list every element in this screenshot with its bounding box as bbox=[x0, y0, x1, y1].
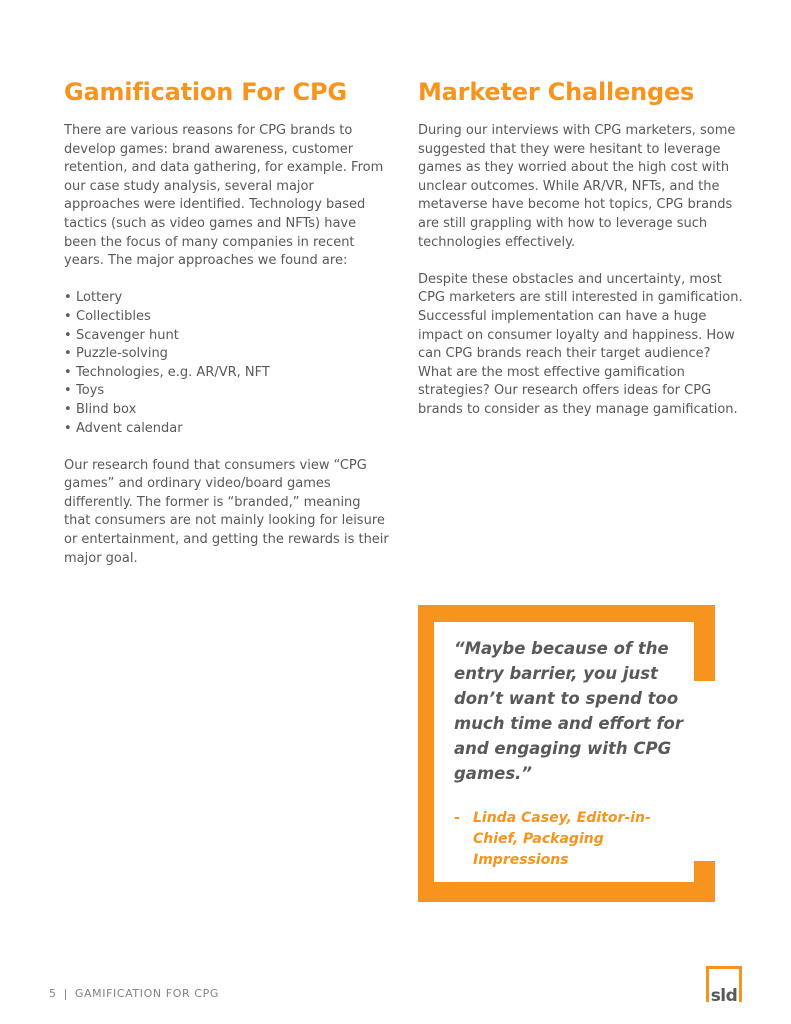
list-item: • Puzzle-solving bbox=[64, 345, 389, 364]
right-column bbox=[418, 122, 743, 438]
approaches-list bbox=[64, 289, 389, 438]
logo-text: sld bbox=[710, 986, 738, 1006]
section-heading-gamification: Gamification For CPG bbox=[64, 78, 347, 106]
page-footer bbox=[49, 987, 219, 1000]
section-heading-marketer-challenges: Marketer Challenges bbox=[418, 78, 695, 106]
challenges-paragraph-1: During our interviews with CPG marketers, some suggested that they were hesitant to leverage games as they worried about the high cost with unclear outcomes. While AR/VR, NFTs, and the metaverse have become hot topics, CPG brands are still grappling with how to leverage such technologies effectively. bbox=[418, 123, 736, 250]
pull-quote-text: “Maybe because of the entry barrier, you just don’t want to spend too much time and effort for and engaging with CPG games.” bbox=[454, 639, 684, 783]
page-number: 5 bbox=[49, 987, 57, 1000]
list-item: • Lottery bbox=[64, 289, 389, 308]
footer-separator: | bbox=[63, 987, 68, 1000]
quote-attribution bbox=[454, 808, 674, 871]
challenges-paragraph-2: Despite these obstacles and uncertainty, most CPG marketers are still interested in gamification. Successful implementation can have a huge impact on consumer loyalty and happiness. How can CPG brands reach their target audience? What are the most effective gamification strategies? Our research offers ideas for CPG brands to consider as they manage gamification. bbox=[418, 271, 743, 417]
left-column bbox=[64, 122, 389, 587]
sld-logo bbox=[706, 966, 742, 1006]
pull-quote-box bbox=[418, 605, 715, 902]
list-item: • Toys bbox=[64, 382, 389, 401]
list-item: • Scavenger hunt bbox=[64, 327, 389, 346]
intro-paragraph: There are various reasons for CPG brands to develop games: brand awareness, customer retention, and data gathering, for example. From our case study analysis, several major approaches were identified. Technology based tactics (such as video games and NFTs) have been the focus of many companies in recent years. The major approaches we found are: bbox=[64, 123, 384, 269]
pull-quote-frame-gap bbox=[694, 681, 715, 861]
conclusion-paragraph: Our research found that consumers view “CPG games” and ordinary video/board games differently. The former is “branded,” meaning that consumers are not mainly looking for leisure or entertainment, and getting the rewards is their major goal. bbox=[64, 457, 389, 566]
attribution-text: Linda Casey, Editor-in-Chief, Packaging Impressions bbox=[473, 810, 651, 868]
list-item: • Blind box bbox=[64, 401, 389, 420]
list-item: • Collectibles bbox=[64, 308, 389, 327]
footer-title: GAMIFICATION FOR CPG bbox=[74, 987, 219, 1000]
list-item: • Advent calendar bbox=[64, 420, 389, 439]
list-item: • Technologies, e.g. AR/VR, NFT bbox=[64, 364, 389, 383]
attribution-dash: - bbox=[454, 810, 460, 826]
